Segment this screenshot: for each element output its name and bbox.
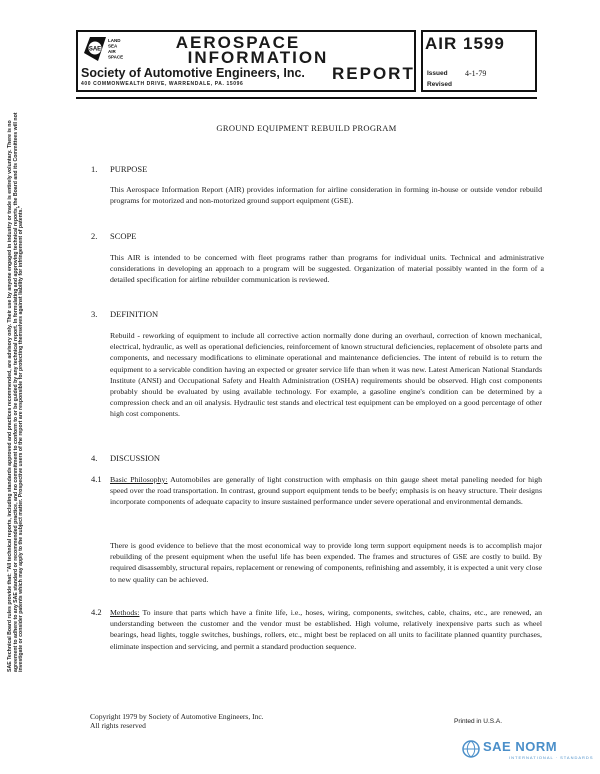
section-1-text: This Aerospace Information Report (AIR) provides information for airline consideration in forming in-house or outside vendor rebuild programs for motorized and non-motorized ground support equipment (GSE). [110,185,542,206]
issued-date: 4-1-79 [465,69,487,78]
section-3-number: 3. [91,309,98,319]
section-1-number: 1. [91,164,98,174]
logo-word-2: SEA [108,43,118,49]
society-address: 400 COMMONWEALTH DRIVE, WARRENDALE, PA. 15096 [81,81,244,87]
subsection-4-2-text: To insure that parts which have a finite life, i.e., hoses, wiring, components, switches, cable, chains, etc., are renewed, an understanding between the customer and the vendor must be established. High volume, relatively inexpensive parts such as wheel bearings, head lights, toggle switches, bushings, rollers, etc., might best be replaced on all units to facilitate planned quantity purchases, eliminate inspection and servicing, and permit a standard production sequence. [110,608,543,651]
footer-copyright: Copyright 1979 by Society of Automotive Engineers, Inc. [90,712,264,721]
section-2-heading: SCOPE [110,231,137,241]
subsection-4-2-label: Methods: [110,608,140,617]
subsection-4-1-text-2: There is good evidence to believe that the most economical way to provide long term support equipment needs is to accomplish major rebuilding of the present equipment when the useful life has been expended. The frames and structures of GSE are costly to build. By required disassembly, structural repairs, replacement or renewing of components, refinishing and assembly, it is expected a unit very close to new quality can be achieved. [110,541,542,584]
title-line-3: REPORT [332,64,415,83]
logo-word-3: AIR [108,49,116,54]
issued-label: Issued [427,70,448,77]
watermark-brand: SAE NORM [483,739,558,754]
document-title: GROUND EQUIPMENT REBUILD PROGRAM [216,123,397,133]
subsection-4-1-text: Automobiles are generally of light construction with emphasis on thin gauge sheet metal paneling needed for high speed over the road transportation. In contrast, ground support equipment tends to be beefy; emphasis is on heavy structure. Their designs incorporate components of adequate capacity to insure sustained performance under severe operational and environmental demands. [110,475,542,507]
subsection-4-1-label: Basic Philosophy: [110,475,168,484]
section-3-heading: DEFINITION [110,309,159,319]
section-3-text: Rebuild - reworking of equipment to include all corrective action normally done during an overhaul, correction of known mechanical, electrical, hydraulic, as well as operational deficiencies, reinforcement of known structural deficiencies, replacement of obsolete parts and components, and necessary modifications to eliminate operational and maintenance deficiencies. The intent of rebuild is to return the equipment to a servicable condition having an expected or greater service life than when it was new. Latest American National Standards Institute (ANSI) and Occupational Safety and Health Administration (OSHA) requirements should be observed. High cost components probably should be evaluated by using available technology. For example, a gasoline engine's condition can be determined by a compression check and an oil analysis. Hydraulic test stands and electrical test equipment can be employed on a good percentage of other high cost components. [110,331,542,419]
society-name: Society of Automotive Engineers, Inc. [81,66,305,80]
subsection-4-1-number: 4.1 [91,474,102,484]
header-rule [76,97,537,99]
sidebar-legal-notice: SAE Technical Board rules provide that: "All technical reports, including standards approved and practices recommended, are advisory only. Their use by anyone engaged in industry or trade is entirely voluntary. There is no agreement to adhere to any SAE standard or recommended practice, and no commitment to conform to or be guided by any technical report. In formulating and approving technical reports, the Board and its Committees will not investigate or consider patents which may apply to the subject matter. Prospective users of the report are responsible for protecting themselves against liability for infringement of patents." [7,112,25,672]
subsection-4-2-body [110,607,542,652]
title-line-1: AEROSPACE [175,33,301,52]
title-line-2: INFORMATION [187,48,329,67]
logo-monogram: SAE [88,46,102,53]
section-1-heading: PURPOSE [110,164,148,174]
document-number: AIR 1599 [425,34,505,53]
watermark-sub: INTERNATIONAL · STANDARDS [509,755,594,760]
watermark-globe-icon [462,740,480,758]
subsection-4-1-body [110,474,542,508]
section-2-text: This AIR is intended to be concerned with fleet programs rather than programs for individual units. Technical and administrative considerations in developing an approach to a program will be suggested. Organization of material possibly wanted in the form of a detailed specification for airline rebuilder communication is reviewed. [110,253,544,285]
subsection-4-2-number: 4.2 [91,607,102,617]
section-4-heading: DISCUSSION [110,453,161,463]
section-4-number: 4. [91,453,98,463]
logo-word-4: SPACE [108,54,124,60]
footer-rights: All rights reserved [90,721,146,730]
footer-printed: Printed in U.S.A. [454,718,503,725]
section-2-number: 2. [91,231,98,241]
revised-label: Revised [427,81,452,88]
logo-word-1: LAND [108,38,121,43]
sae-logo-icon [80,33,130,65]
